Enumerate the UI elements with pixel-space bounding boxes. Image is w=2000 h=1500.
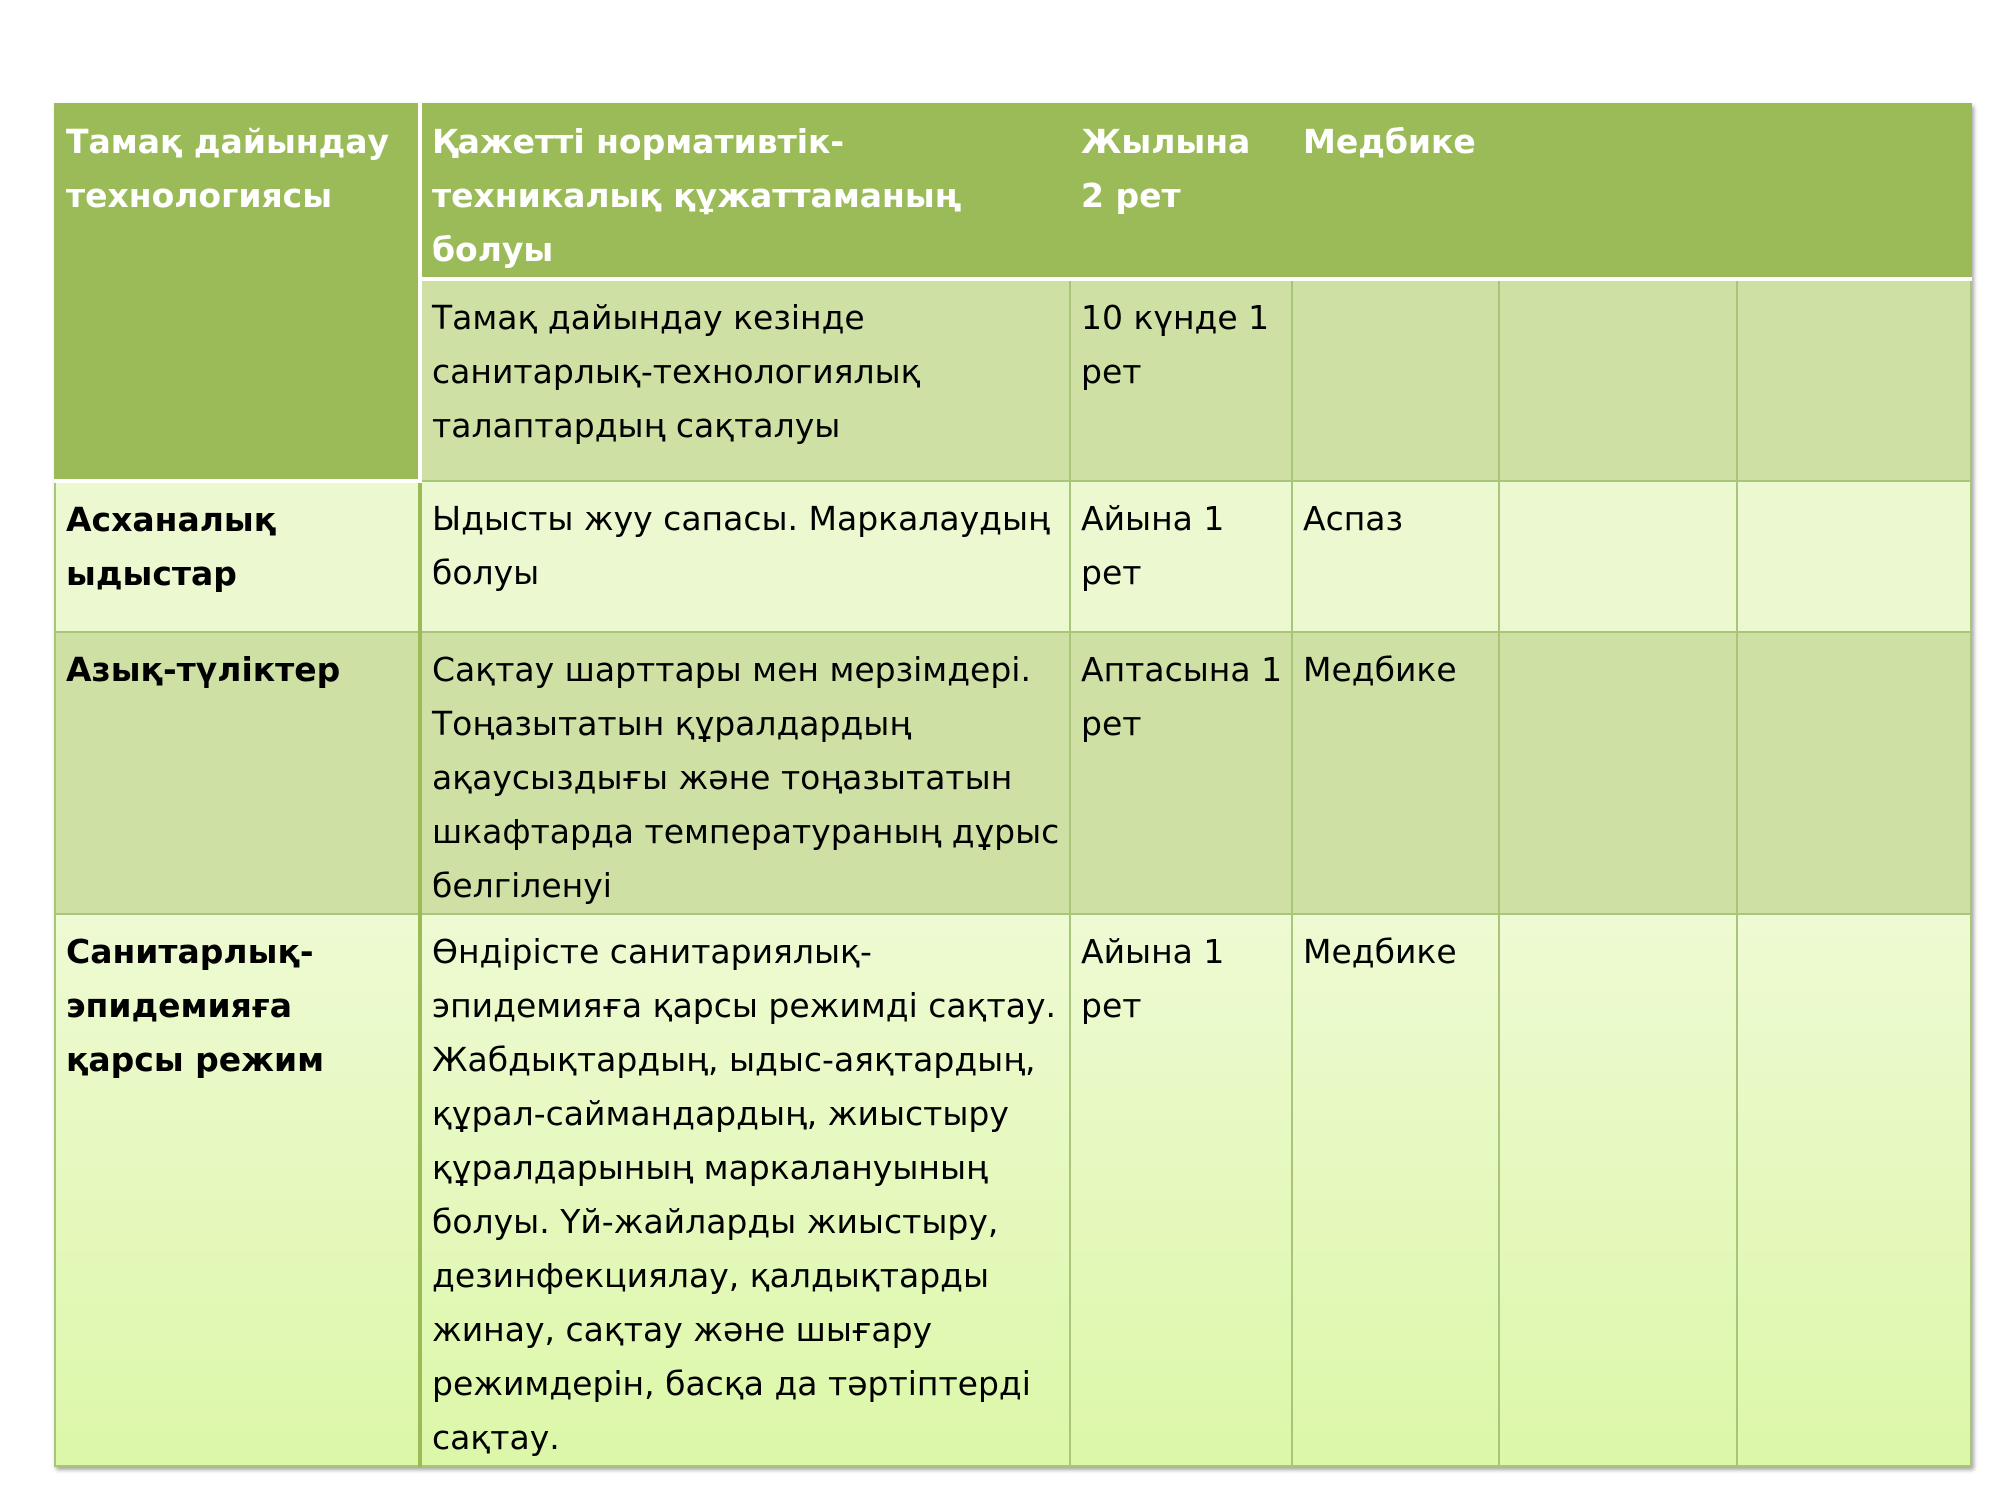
table-row bbox=[55, 632, 1971, 914]
header-frequency: Жылына 2 рет bbox=[1081, 122, 1251, 215]
extra1-cell bbox=[1499, 279, 1737, 481]
header-extra1-cell bbox=[1499, 104, 1737, 279]
table-row bbox=[55, 481, 1971, 632]
extra2-cell bbox=[1737, 481, 1971, 632]
header-category: Тамақ дайындау технологиясы bbox=[66, 122, 390, 215]
table-row bbox=[55, 914, 1971, 1466]
extra1-cell bbox=[1499, 481, 1737, 632]
responsible-text: Медбике bbox=[1303, 932, 1457, 971]
requirement-text: Тамақ дайындау кезінде санитарлық-технологиялық талаптардың сақталуы bbox=[432, 298, 921, 445]
responsible-text: Медбике bbox=[1303, 650, 1457, 689]
frequency-cell bbox=[1070, 481, 1292, 632]
header-frequency-cell bbox=[1070, 104, 1292, 279]
responsible-cell bbox=[1292, 279, 1499, 481]
category-cell bbox=[55, 481, 420, 632]
category-text: Асханалық ыдыстар bbox=[66, 500, 277, 593]
frequency-cell bbox=[1070, 279, 1292, 481]
header-category-cell bbox=[55, 104, 420, 481]
category-text: Санитарлық-эпидемияға қарсы режим bbox=[66, 932, 325, 1079]
header-requirement: Қажетті нормативтік-техникалық құжаттаманың болуы bbox=[432, 122, 962, 269]
header-extra2-cell bbox=[1737, 104, 1971, 279]
category-text: Азық-түліктер bbox=[66, 650, 341, 689]
responsible-cell bbox=[1292, 632, 1499, 914]
requirement-cell bbox=[420, 632, 1070, 914]
requirement-cell bbox=[420, 481, 1070, 632]
frequency-text: Аптасына 1 рет bbox=[1081, 650, 1283, 743]
frequency-text: Айына 1 рет bbox=[1081, 932, 1225, 1025]
requirement-text: Өндірісте санитариялық-эпидемияға қарсы режимді сақтау. Жабдықтардың, ыдыс-аяқтардың, құрал-саймандардың, жиыстыру құралдарының маркалануының болуы. Үй-жайларды жиыстыру, дезинфекциялау, қалдықтарды жинау, сақтау және шығару режимдерін, басқа да тәртіптерді сақтау. bbox=[432, 932, 1056, 1457]
requirement-cell bbox=[420, 279, 1070, 481]
extra2-cell bbox=[1737, 632, 1971, 914]
responsible-text: Аспаз bbox=[1303, 499, 1404, 538]
header-requirement-cell bbox=[420, 104, 1070, 279]
extra1-cell bbox=[1499, 914, 1737, 1466]
category-cell bbox=[55, 632, 420, 914]
frequency-cell bbox=[1070, 632, 1292, 914]
extra2-cell bbox=[1737, 279, 1971, 481]
header-responsible-cell bbox=[1292, 104, 1499, 279]
requirement-text: Ыдысты жуу сапасы. Маркалаудың болуы bbox=[432, 499, 1050, 592]
frequency-text: 10 күнде 1 рет bbox=[1081, 298, 1270, 391]
category-cell bbox=[55, 914, 420, 1466]
requirement-cell bbox=[420, 914, 1070, 1466]
responsible-cell bbox=[1292, 481, 1499, 632]
requirement-text: Сақтау шарттары мен мерзімдері. Тоңазытатын құралдардың ақаусыздығы және тоңазытатын шкафтарда температураның дұрыс белгіленуі bbox=[432, 650, 1060, 905]
extra1-cell bbox=[1499, 632, 1737, 914]
control-table bbox=[54, 103, 1972, 1467]
header-responsible: Медбике bbox=[1303, 122, 1476, 161]
frequency-text: Айына 1 рет bbox=[1081, 499, 1225, 592]
frequency-cell bbox=[1070, 914, 1292, 1466]
responsible-cell bbox=[1292, 914, 1499, 1466]
extra2-cell bbox=[1737, 914, 1971, 1466]
table-row bbox=[55, 104, 1971, 279]
